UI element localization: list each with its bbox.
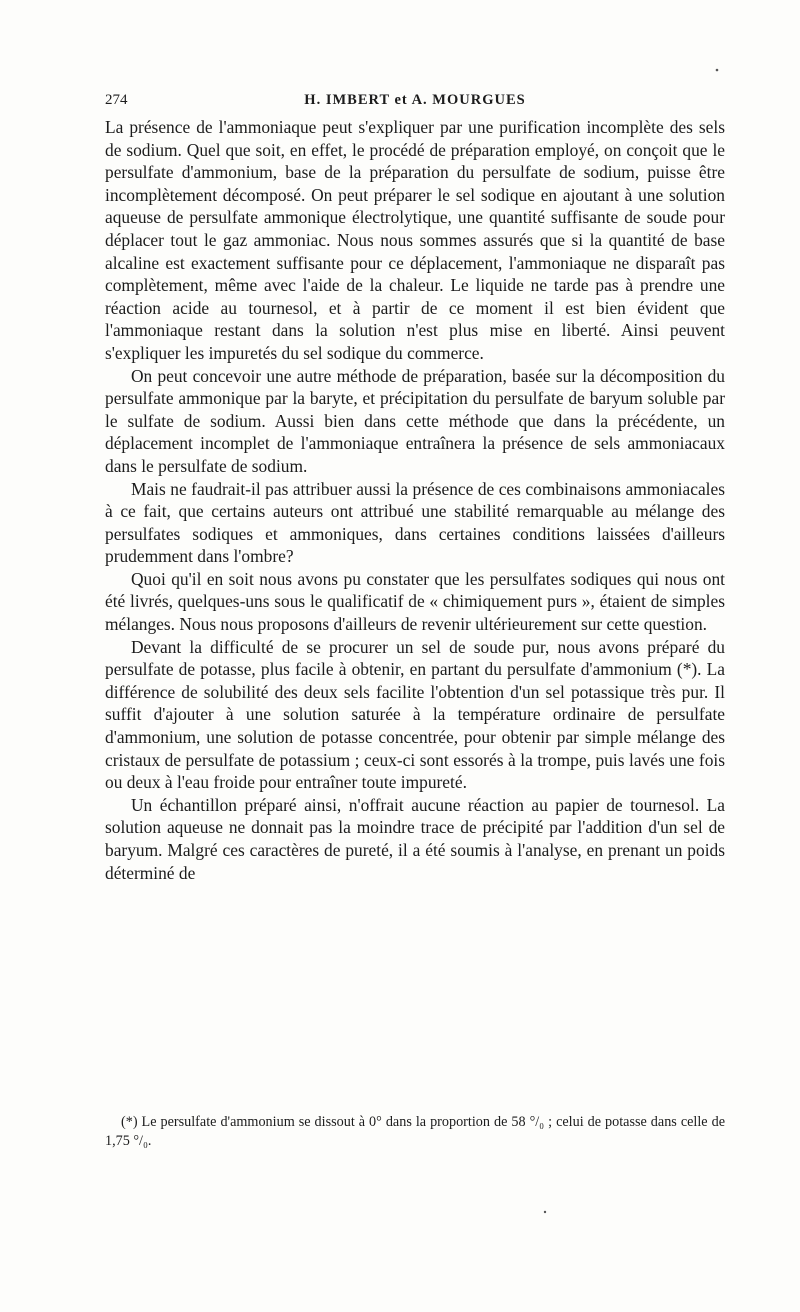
paragraph-4: Quoi qu'il en soit nous avons pu constater que les persulfates sodiques qui nous ont été livrés, quelques-uns sous le qualificatif de « chimiquement purs », étaient de simples mélanges. Nous nous proposons d'ailleurs de revenir ultérieurement sur cette question. [105, 568, 725, 635]
paragraph-5: Devant la difficulté de se procurer un sel de soude pur, nous avons préparé du persulfate de potasse, plus facile à obtenir, en partant du persulfate d'ammonium (*). La différence de solubilité des deux sels facilite l'obtention d'un sel potassique très pur. Il suffit d'ajouter à une solution saturée à la température ordinaire de persulfate d'ammonium, une solution de potasse concentrée, pour obtenir par simple mélange des cristaux de persulfate de potassium ; ceux-ci sont essorés à la trompe, puis lavés une fois ou deux à l'eau froide pour entraîner toute impureté. [105, 636, 725, 793]
paragraph-6: Un échantillon préparé ainsi, n'offrait aucune réaction au papier de tournesol. La solution aqueuse ne donnait pas la moindre trace de précipité par l'addition d'un sel de baryum. Malgré ces caractères de pureté, il a été soumis à l'analyse, en prenant un poids déterminé de [105, 794, 725, 883]
paragraph-3: Mais ne faudrait-il pas attribuer aussi la présence de ces combinaisons ammoniacales à ce fait, que certains auteurs ont attribué une stabilité remarquable au mélange des persulfates sodiques et ammoniques, dans certaines conditions laissées d'ailleurs prudemment dans l'ombre? [105, 478, 725, 567]
footnote-area [105, 1113, 725, 1151]
paragraph-1: La présence de l'ammoniaque peut s'expliquer par une purification incomplète des sels de sodium. Quel que soit, en effet, le procédé de préparation employé, on conçoit que le persulfate d'ammonium, base de la préparation du persulfate de sodium, puisse être incomplètement décomposé. On peut préparer le sel sodique en ajoutant à une solution aqueuse de persulfate ammonique électrolytique, une quantité suffisante de soude pour déplacer tout le gaz ammoniac. Nous nous sommes assurés que si la quantité de base alcaline est exactement suffisante pour ce déplacement, l'ammoniaque ne disparaît pas complètement, même avec l'aide de la chaleur. Le liquide ne tarde pas à prendre une réaction acide au tournesol, et à partir de ce moment il est bien évident que l'ammoniaque restant dans la solution n'est plus mise en liberté. Ainsi peuvent s'expliquer les impuretés du sel sodique du commerce. [105, 117, 725, 363]
page-header [105, 92, 725, 116]
speck [544, 1211, 546, 1213]
page-number: 274 [105, 92, 128, 108]
speck [716, 69, 719, 72]
body-text [105, 116, 725, 884]
footnote: (*) Le persulfate d'ammonium se dissout à 0° dans la proportion de 58 °/₀ ; celui de potasse dans celle de 1,75 °/₀. [105, 1114, 725, 1149]
paragraph-2: On peut concevoir une autre méthode de préparation, basée sur la décomposition du persulfate ammonique par la baryte, et précipitation du persulfate de baryum soluble par le sulfate de sodium. Aussi bien dans cette méthode que dans la précédente, un déplacement incomplet de l'ammoniaque entraînera la présence de sels ammoniacaux dans le persulfate de sodium. [105, 365, 725, 476]
running-head: H. IMBERT et A. MOURGUES [304, 92, 526, 108]
page-body [105, 92, 725, 884]
